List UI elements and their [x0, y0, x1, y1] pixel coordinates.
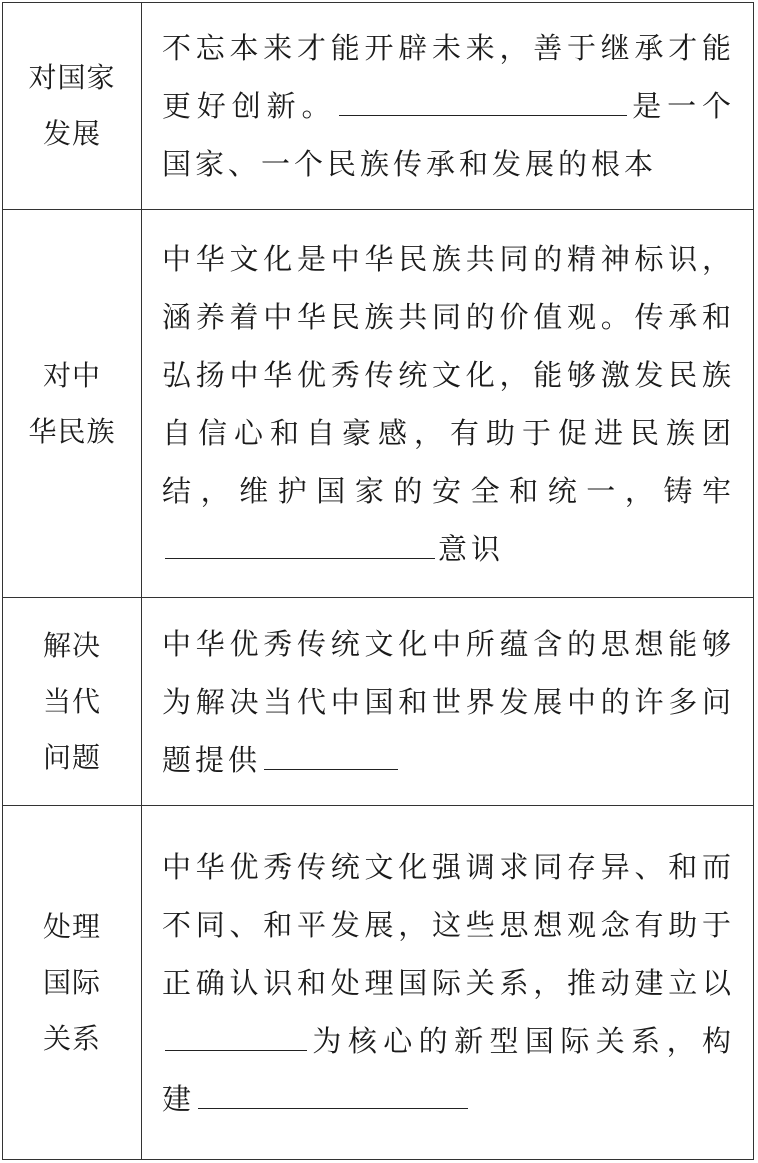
row-heading [3, 210, 142, 598]
content-text: 不忘本来才能开辟未来，善于继承才能更好创新。 [162, 31, 735, 123]
worksheet-page [2, 2, 754, 1159]
heading-line: 解决 [42, 628, 101, 662]
row-content [142, 210, 754, 598]
heading-line: 对国家 [28, 61, 116, 94]
answer-blank[interactable] [339, 85, 627, 116]
heading-line: 对中 [42, 358, 101, 392]
heading-line: 华民族 [28, 414, 116, 448]
content-text: 是一个国家、一个民族传承和发展的根本 [162, 89, 735, 181]
content-text: 中华文化是中华民族共同的精神标识，涵养着中华民族共同的价值观。传承和弘扬中华优秀传统文化，能够激发民族自信心和自豪感，有助于促进民族团结，维护国家的安全和统一，铸牢 [162, 241, 735, 508]
row-content [142, 806, 754, 1160]
content-text: 为核心的新型国际关系，构建 [162, 1023, 735, 1116]
answer-blank[interactable] [264, 739, 398, 770]
row-heading [3, 806, 142, 1160]
row-content [142, 3, 754, 210]
heading-line: 发展 [42, 117, 101, 150]
row-heading [3, 598, 142, 806]
heading-line: 国际 [42, 965, 101, 999]
table-row [3, 806, 754, 1160]
table-row [3, 598, 754, 806]
heading-line: 关系 [42, 1021, 101, 1055]
heading-line: 处理 [42, 909, 101, 943]
row-heading [3, 3, 142, 210]
content-text: 意识 [438, 531, 505, 566]
heading-line: 当代 [42, 684, 101, 718]
fill-in-table [2, 2, 754, 1160]
content-text: 中华优秀传统文化强调求同存异、和而不同、和平发展，这些思想观念有助于正确认识和处理国际关系，推动建立以 [162, 849, 735, 1000]
content-text: 中华优秀传统文化中所蕴含的思想能够为解决当代中国和世界发展中的许多问题提供 [162, 626, 735, 777]
row-content [142, 598, 754, 806]
heading-line: 问题 [42, 740, 101, 774]
answer-blank[interactable] [165, 1020, 307, 1051]
table-row [3, 3, 754, 210]
table-row [3, 210, 754, 598]
answer-blank[interactable] [165, 528, 435, 559]
answer-blank[interactable] [198, 1078, 468, 1109]
